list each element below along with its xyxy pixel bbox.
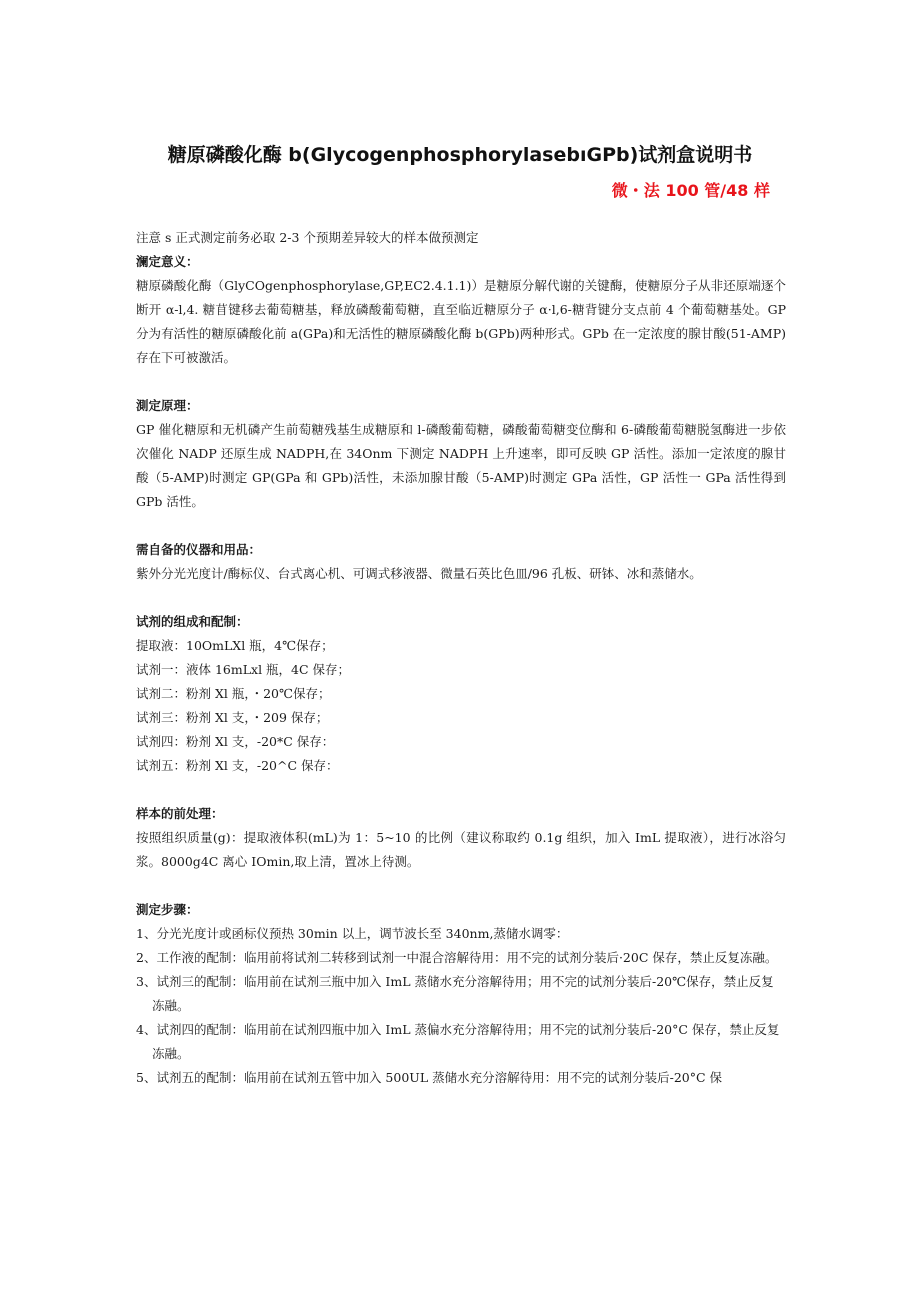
reagent-item: 试剂三：粉剂 Xl 支，・209 保存； bbox=[136, 710, 329, 725]
step-number: 3、 bbox=[136, 974, 157, 989]
instruments-heading: 需自备的仪器和用品： bbox=[136, 542, 262, 557]
reagent-item: 试剂一：液体 16mLxl 瓶，4C 保存； bbox=[136, 662, 351, 677]
significance-text: 糖原磷酸化酶（GlyCOgenphosphorylase,GP,EC2.4.1.1)）是糖原分解代谢的关键酶，使糖原分子从非还原端逐个断开 α-l,4. 糖苜键移去葡萄糖基，释放磷酸葡萄糖，直至临近糖原分子 α·l,6-糖背键分支点前 4 个葡萄糖基处。GP 分为有活性的糖原磷酸化前 a(GPa)和无活性的糖原磷酸化酶 b(GPb)两种形式。GPb 在一定浓度的腺甘酸(51-AMP)存在下可被激活。 bbox=[136, 278, 786, 365]
steps-heading: 測定步骤： bbox=[136, 902, 199, 917]
significance-heading: 澜定意义： bbox=[136, 254, 199, 269]
reagent-item: 试剂四：粉剂 Xl 支，-20*C 保存： bbox=[136, 734, 335, 749]
step-text: 分光光度计或函标仪预热 30min 以上，调节波长至 340nm,蒸储水调零： bbox=[156, 926, 569, 941]
step-item bbox=[136, 1066, 786, 1090]
step-item bbox=[136, 922, 786, 946]
principle-heading: 測定原理： bbox=[136, 398, 199, 413]
pretreatment-text: 按照组织质量(g)：提取液体积(mL)为 1：5~10 的比例（建议称取约 0.1g 组织，加入 ImL 提取液），进行冰浴匀浆。8000g4C 离心 IOmin,取上清，置冰上待测。 bbox=[136, 830, 786, 869]
step-text: 试剂五的配制：临用前在试剂五管中加入 500UL 蒸储水充分溶解待用：用不完的试剂分装后-20°C 保 bbox=[156, 1070, 723, 1085]
notice-text: 注意 s 正式测定前务必取 2-3 个预期差异较大的样本做预测定 bbox=[136, 230, 479, 245]
spacer bbox=[136, 874, 786, 898]
pretreatment-heading: 样本的前处理： bbox=[136, 806, 224, 821]
spacer bbox=[136, 586, 786, 610]
step-text: 试剂四的配制：临用前在试剂四瓶中加入 ImL 蒸偏水充分溶解待用；用不完的试剂分装后-20°C 保存，禁止反复冻融。 bbox=[152, 1022, 780, 1061]
step-number: 4、 bbox=[136, 1022, 157, 1037]
kit-spec-subtitle: 微・法 100 管/48 样 bbox=[611, 181, 770, 200]
reagent-item: 试剂五：粉剂 Xl 支，-20^C 保存： bbox=[136, 758, 339, 773]
spacer bbox=[136, 370, 786, 394]
step-item bbox=[136, 1018, 786, 1066]
reagent-item: 试剂二：粉剂 Xl 瓶，・20℃保存； bbox=[136, 686, 331, 701]
step-number: 1、 bbox=[136, 926, 157, 941]
step-item bbox=[136, 970, 786, 1018]
step-number: 5、 bbox=[136, 1070, 157, 1085]
step-number: 2、 bbox=[136, 950, 157, 965]
step-text: 工作液的配制：临用前将试剂二转移到试剂一中混合溶解待用：用不完的试剂分装后·20C 保存，禁止反复冻融。 bbox=[156, 950, 778, 965]
page-title: 糖原磷酸化酶 b(GlycogenphosphorylasebıGPb)试剂盒说明书 bbox=[167, 144, 753, 166]
step-text: 试剂三的配制：临用前在试剂三瓶中加入 ImL 蒸储水充分溶解待用；用不完的试剂分装后-20℃保存，禁止反复冻融。 bbox=[152, 974, 774, 1013]
principle-text: GP 催化糖原和无机磷产生前萄糖残基生成糖原和 l-磷酸葡萄糖，磷酸葡萄糖变位酶和 6-磷酸葡萄糖脱氢酶进一步依次催化 NADP 还原生成 NADPH,在 34Onm 下测定 NADPH 上升速率，即可反映 GP 活性。添加一定浓度的腺甘酸（5-AMP)时测定 GP(GPa 和 GPb)活性，未添加腺甘酸（5-AMP)时测定 GPa 活性，GP 活性一 GPa 活性得到 GPb 活性。 bbox=[136, 422, 786, 509]
spacer bbox=[136, 514, 786, 538]
reagent-item: 提取液：10OmLXl 瓶，4℃保存； bbox=[136, 638, 334, 653]
reagents-heading: 试剂的组成和配制： bbox=[136, 614, 249, 629]
spacer bbox=[136, 778, 786, 802]
instruments-text: 紫外分光光度计/酶标仪、台式离心机、可调式移液器、微量石英比色皿/96 孔板、研钵、冰和蒸储水。 bbox=[136, 566, 702, 581]
step-item bbox=[136, 946, 786, 970]
document-body bbox=[136, 226, 786, 1090]
